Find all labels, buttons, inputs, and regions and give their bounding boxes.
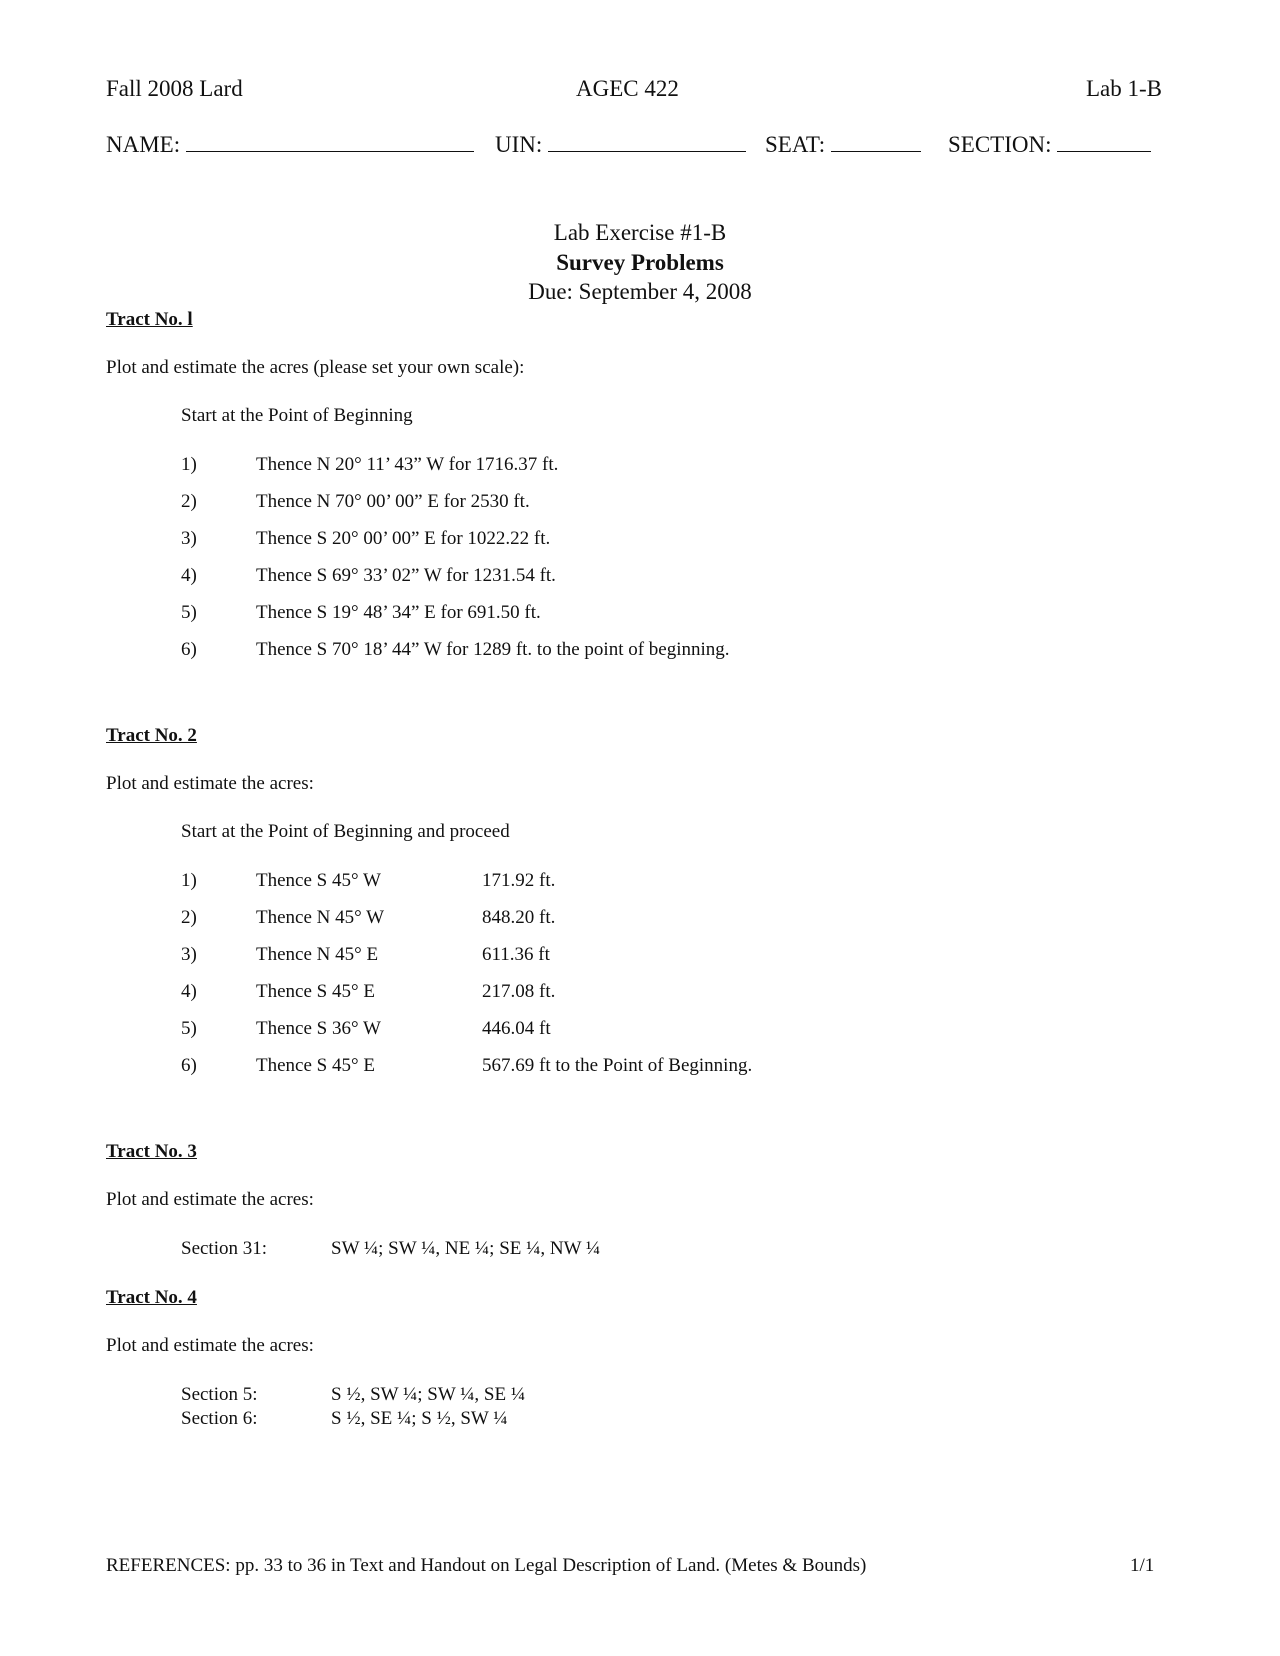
section-field (948, 132, 1151, 158)
seat-label: SEAT: (765, 132, 826, 157)
tract2-step-distance: 848.20 ft. (482, 907, 556, 928)
tract2-step-bearing: Thence S 45° W (256, 870, 381, 891)
section-blank[interactable] (1057, 133, 1151, 152)
name-blank[interactable] (186, 133, 474, 152)
section-label: SECTION: (948, 132, 1052, 157)
tract2-step-distance: 446.04 ft (482, 1018, 551, 1039)
tract3-section-label: Section 31: (181, 1238, 268, 1259)
name-label: NAME: (106, 132, 181, 157)
tract1-step-number: 2) (181, 491, 197, 512)
tract1-step-text: Thence S 69° 33’ 02” W for 1231.54 ft. (256, 565, 556, 586)
tract2-step-bearing: Thence S 45° E (256, 981, 375, 1002)
tract1-step-number: 3) (181, 528, 197, 549)
tract2-step-bearing: Thence N 45° W (256, 907, 385, 928)
tract2-instruction: Plot and estimate the acres: (106, 773, 314, 794)
page-number: 1/1 (1130, 1555, 1155, 1576)
tract2-step-bearing: Thence S 45° E (256, 1055, 375, 1076)
tract1-step-text: Thence S 70° 18’ 44” W for 1289 ft. to the point of beginning. (256, 639, 730, 660)
references-note: REFERENCES: pp. 33 to 36 in Text and Handout on Legal Description of Land. (Metes & Bounds) (106, 1555, 867, 1576)
tract2-step-distance: 611.36 ft (482, 944, 550, 965)
tract3-section-description: SW ¼; SW ¼, NE ¼; SE ¼, NW ¼ (331, 1238, 601, 1259)
uin-blank[interactable] (548, 133, 746, 152)
tract1-step-text: Thence N 70° 00’ 00” E for 2530 ft. (256, 491, 530, 512)
tract1-step-text: Thence S 20° 00’ 00” E for 1022.22 ft. (256, 528, 551, 549)
seat-blank[interactable] (831, 133, 921, 152)
header-course-term: Fall 2008 Lard (106, 76, 243, 101)
tract1-step-number: 1) (181, 454, 197, 475)
tract3-instruction: Plot and estimate the acres: (106, 1189, 314, 1210)
tract1-step-text: Thence S 19° 48’ 34” E for 691.50 ft. (256, 602, 541, 623)
tract1-step-number: 4) (181, 565, 197, 586)
header-lab-id: Lab 1-B (1086, 76, 1163, 101)
tract2-step-number: 1) (181, 870, 197, 891)
exercise-subtitle: Survey Problems (556, 250, 724, 275)
tract1-instruction: Plot and estimate the acres (please set your own scale): (106, 357, 525, 378)
due-date: Due: September 4, 2008 (528, 279, 752, 304)
seat-field (765, 132, 921, 158)
tract2-step-number: 6) (181, 1055, 197, 1076)
uin-label: UIN: (495, 132, 543, 157)
tract4-heading: Tract No. 4 (106, 1287, 197, 1308)
tract1-start: Start at the Point of Beginning (181, 405, 413, 426)
tract4-section-description: S ½, SE ¼; S ½, SW ¼ (331, 1408, 508, 1429)
tract3-heading: Tract No. 3 (106, 1141, 197, 1162)
tract2-step-distance: 567.69 ft to the Point of Beginning. (482, 1055, 753, 1076)
tract2-step-number: 2) (181, 907, 197, 928)
tract2-step-number: 3) (181, 944, 197, 965)
tract4-instruction: Plot and estimate the acres: (106, 1335, 314, 1356)
tract2-start: Start at the Point of Beginning and proceed (181, 821, 510, 842)
tract2-step-number: 5) (181, 1018, 197, 1039)
tract2-heading: Tract No. 2 (106, 725, 197, 746)
name-field (106, 132, 474, 158)
tract2-step-distance: 217.08 ft. (482, 981, 556, 1002)
uin-field (495, 132, 746, 158)
tract1-step-text: Thence N 20° 11’ 43” W for 1716.37 ft. (256, 454, 559, 475)
tract4-section-label: Section 6: (181, 1408, 258, 1429)
tract2-step-distance: 171.92 ft. (482, 870, 556, 891)
tract1-step-number: 5) (181, 602, 197, 623)
header-course-code: AGEC 422 (576, 76, 679, 101)
tract2-step-bearing: Thence S 36° W (256, 1018, 381, 1039)
exercise-title: Lab Exercise #1-B (553, 220, 727, 245)
tract1-step-number: 6) (181, 639, 197, 660)
tract1-heading: Tract No. l (106, 309, 193, 330)
tract2-step-bearing: Thence N 45° E (256, 944, 379, 965)
tract4-section-label: Section 5: (181, 1384, 258, 1405)
tract4-section-description: S ½, SW ¼; SW ¼, SE ¼ (331, 1384, 526, 1405)
tract2-step-number: 4) (181, 981, 197, 1002)
